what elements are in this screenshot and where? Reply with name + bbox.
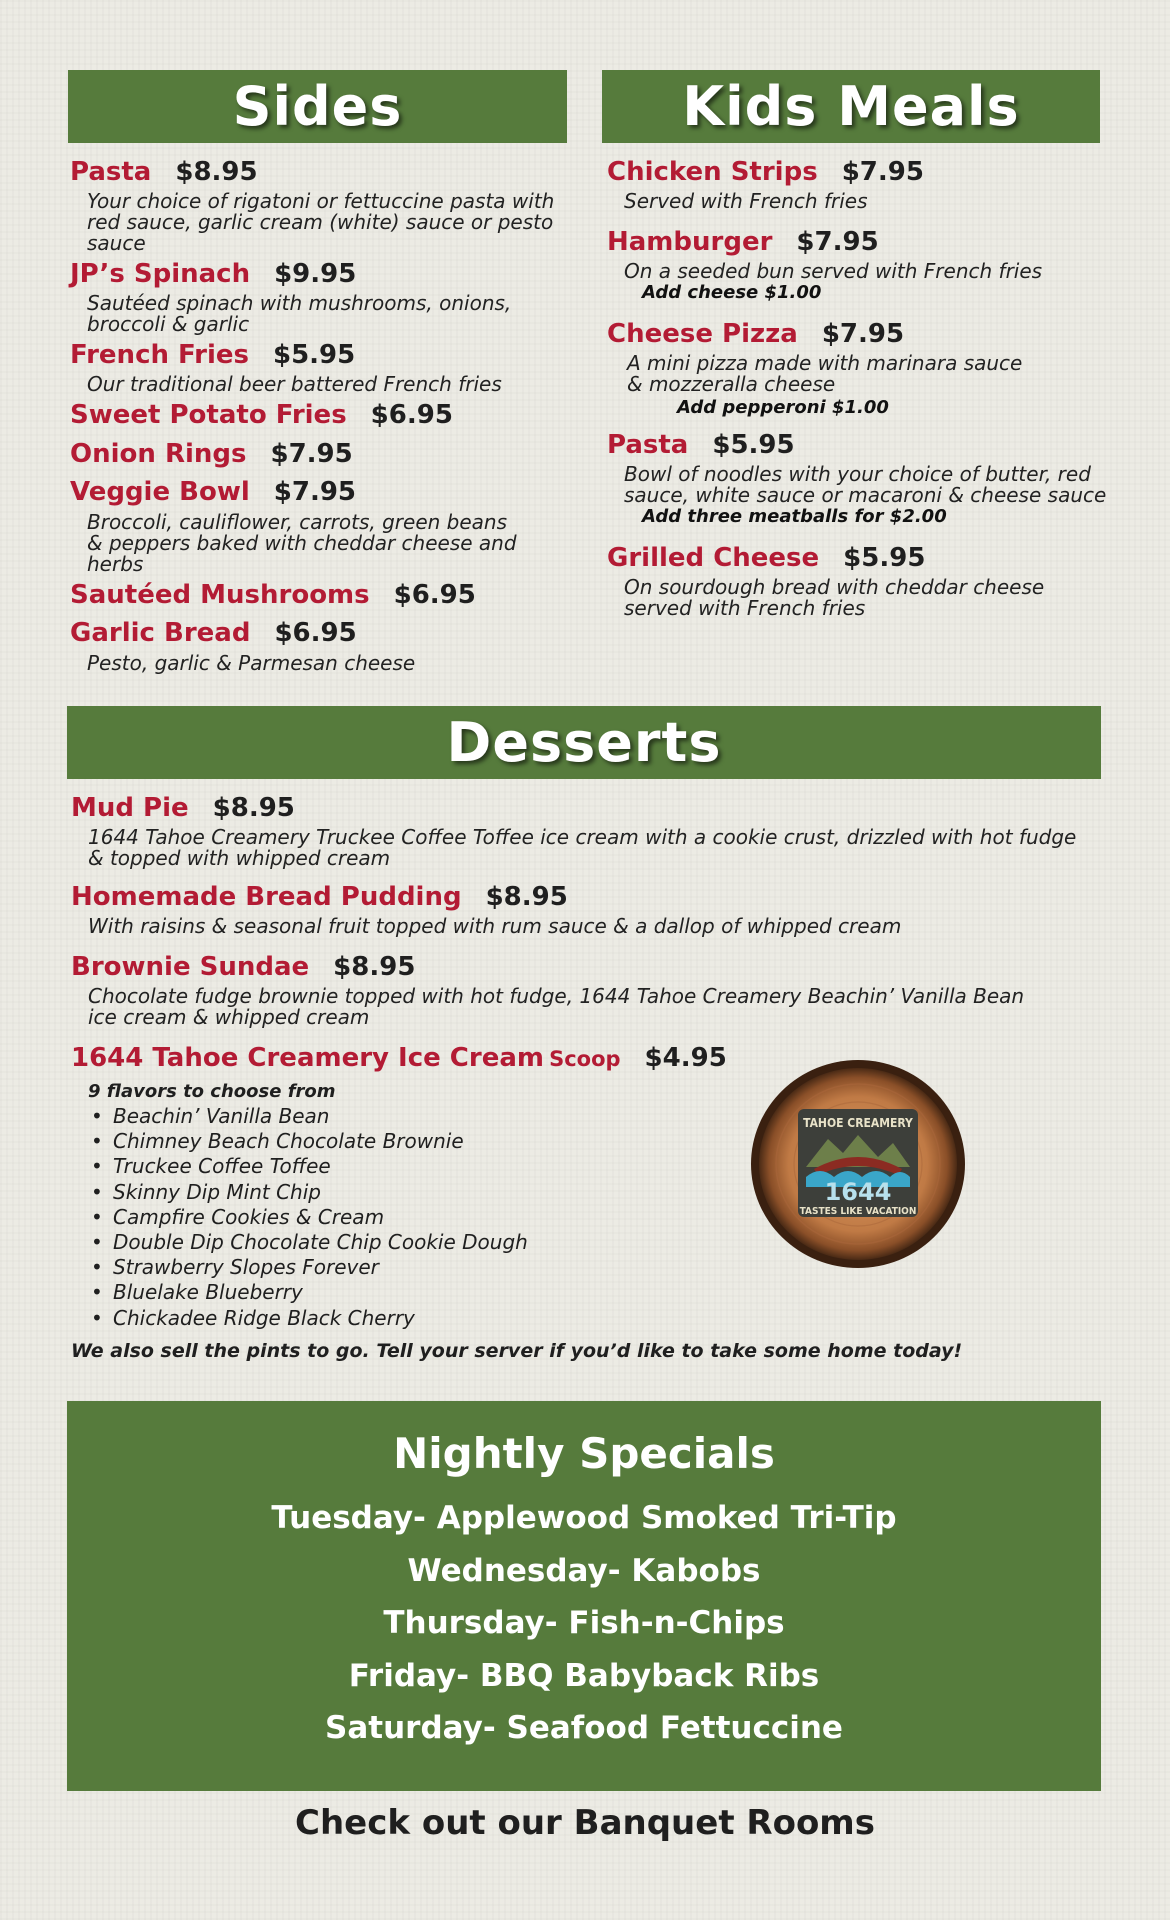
item-price: $7.95 xyxy=(273,477,357,507)
item-price: $6.95 xyxy=(274,618,357,648)
menu-item xyxy=(70,339,570,395)
bullet: • xyxy=(91,1104,103,1128)
item-description xyxy=(88,916,1091,937)
bullet: • xyxy=(91,1129,103,1154)
item-price: $8.95 xyxy=(212,793,295,823)
item-description xyxy=(87,653,570,674)
kids-meals-list xyxy=(607,156,1107,619)
desc-line: Our traditional beer battered French fries xyxy=(87,372,502,396)
item-price: $6.95 xyxy=(393,580,476,610)
flavor-name: Strawberry Slopes Forever xyxy=(113,1255,379,1280)
desc-line: & topped with whipped cream xyxy=(88,846,391,870)
bullet: • xyxy=(91,1255,103,1280)
menu-item xyxy=(70,436,570,475)
item-name: Mud Pie xyxy=(71,793,189,823)
item-price: $8.95 xyxy=(333,952,416,982)
flavor-name: Bluelake Blueberry xyxy=(113,1280,303,1305)
bullet: • xyxy=(91,1305,103,1330)
desc-line: 1644 Tahoe Creamery Truckee Coffee Toffee ice cream with a cookie crust, drizzled with hot fudge xyxy=(88,825,1077,849)
flavor-name: Chimney Beach Chocolate Brownie xyxy=(113,1129,464,1154)
desc-line: Chocolate fudge brownie topped with hot fudge, 1644 Tahoe Creamery Beachin’ Vanilla Bean xyxy=(88,984,1025,1008)
menu-item xyxy=(607,429,1107,528)
bullet: • xyxy=(91,1179,103,1204)
item-name: Garlic Bread xyxy=(70,618,251,648)
bullet: • xyxy=(91,1280,103,1305)
desc-line: herbs xyxy=(87,552,144,576)
menu-item xyxy=(607,318,1107,419)
logo-tagline: TASTES LIKE VACATION xyxy=(799,1206,917,1217)
item-price: $6.95 xyxy=(370,400,453,430)
desc-line: On a seeded bun served with French fries xyxy=(624,259,1043,283)
menu-item xyxy=(70,156,570,254)
nightly-specials-title: Nightly Specials xyxy=(393,1429,775,1478)
desc-line: Broccoli, cauliflower, carrots, green beans xyxy=(87,510,508,534)
item-description xyxy=(87,191,570,254)
desc-line: Your choice of rigatoni or fettuccine pasta with xyxy=(87,189,555,213)
logo-top-text: TAHOE CREAMERY xyxy=(803,1116,913,1130)
item-name: Cheese Pizza xyxy=(607,319,798,349)
bullet: • xyxy=(91,1154,103,1179)
flavor-name: Chickadee Ridge Black Cherry xyxy=(113,1305,415,1330)
special-item: Tuesday- Applewood Smoked Tri-Tip xyxy=(271,1500,897,1536)
sides-list xyxy=(70,156,570,674)
desc-line: & peppers baked with cheddar cheese and xyxy=(87,531,517,555)
desc-line: broccoli & garlic xyxy=(87,312,250,336)
sides-title: Sides xyxy=(232,75,403,138)
menu-item xyxy=(70,397,570,436)
item-description xyxy=(88,827,1091,869)
item-price: $8.95 xyxy=(175,157,258,187)
item-name: Homemade Bread Pudding xyxy=(71,882,462,912)
desc-line: served with French fries xyxy=(624,596,866,620)
item-price: $7.95 xyxy=(270,439,353,469)
desc-line: & mozzeralla cheese xyxy=(627,372,836,396)
pints-to-go-note: We also sell the pints to go. Tell your server if you’d like to take some home today! xyxy=(71,1339,963,1362)
kids-meals-title: Kids Meals xyxy=(682,75,1020,138)
flavor-name: Truckee Coffee Toffee xyxy=(113,1154,331,1179)
item-price: $4.95 xyxy=(644,1043,727,1073)
item-price: $5.95 xyxy=(843,543,926,573)
bullet: • xyxy=(91,1204,103,1229)
item-description xyxy=(624,191,1107,212)
item-description xyxy=(87,374,570,395)
desc-line: sauce xyxy=(87,231,146,255)
kids-meals-banner xyxy=(602,70,1100,143)
menu-item xyxy=(70,616,570,674)
desc-line: With raisins & seasonal fruit topped with rum sauce & a dallop of whipped cream xyxy=(88,914,902,938)
item-description xyxy=(87,293,570,335)
menu-item xyxy=(607,226,1107,304)
item-name: Pasta xyxy=(607,430,689,460)
nightly-specials-panel xyxy=(67,1401,1101,1791)
item-addon-note: Add cheese $1.00 xyxy=(642,282,822,303)
item-price: $5.95 xyxy=(712,430,795,460)
item-name-suffix: Scoop xyxy=(549,1047,621,1071)
menu-item xyxy=(70,475,570,575)
desc-line: Pesto, garlic & Parmesan cheese xyxy=(87,651,416,675)
special-item: Saturday- Seafood Fettuccine xyxy=(325,1710,843,1746)
item-name: Veggie Bowl xyxy=(70,477,250,507)
item-name: Sautéed Mushrooms xyxy=(70,580,370,610)
menu-item xyxy=(71,792,1091,869)
flavors-heading: 9 flavors to choose from xyxy=(88,1081,336,1102)
desc-line: red sauce, garlic cream (white) sauce or pesto xyxy=(87,210,554,234)
item-description xyxy=(624,464,1107,506)
desc-line: sauce, white sauce or macaroni & cheese sauce xyxy=(624,483,1107,507)
menu-item xyxy=(607,156,1107,212)
flavor-name: Double Dip Chocolate Chip Cookie Dough xyxy=(113,1230,528,1255)
desc-line: A mini pizza made with marinara sauce xyxy=(627,351,1023,375)
item-name: Chicken Strips xyxy=(607,157,818,187)
item-price: $5.95 xyxy=(272,340,356,370)
flavor-name: Skinny Dip Mint Chip xyxy=(113,1179,321,1204)
desc-line: Sautéed spinach with mushrooms, onions, xyxy=(87,291,512,315)
special-item: Friday- BBQ Babyback Ribs xyxy=(348,1657,820,1694)
desc-line: On sourdough bread with cheddar cheese xyxy=(624,575,1045,599)
item-price: $9.95 xyxy=(274,259,357,289)
list-item xyxy=(91,1280,1091,1305)
tahoe-creamery-logo xyxy=(748,1057,968,1271)
item-name: JP’s Spinach xyxy=(70,259,251,289)
item-price: $7.95 xyxy=(821,319,905,349)
item-price: $7.95 xyxy=(841,157,924,187)
item-name: French Fries xyxy=(70,340,249,370)
item-name: 1644 Tahoe Creamery Ice Cream xyxy=(71,1043,544,1073)
item-addon-note: Add pepperoni $1.00 xyxy=(677,397,889,418)
desserts-title: Desserts xyxy=(446,711,722,774)
item-description xyxy=(88,986,1091,1028)
desc-line: Served with French fries xyxy=(624,189,868,213)
desc-line: ice cream & whipped cream xyxy=(88,1005,370,1029)
item-name: Sweet Potato Fries xyxy=(70,400,347,430)
banquet-rooms-callout: Check out our Banquet Rooms xyxy=(295,1803,875,1843)
menu-item xyxy=(70,258,570,335)
special-item: Thursday- Fish-n-Chips xyxy=(383,1605,785,1641)
bullet: • xyxy=(91,1230,103,1255)
item-name: Pasta xyxy=(70,157,152,187)
menu-item xyxy=(71,881,1091,937)
logo-number: 1644 xyxy=(824,1178,892,1206)
item-price: $7.95 xyxy=(796,227,879,257)
list-item xyxy=(91,1306,1091,1331)
flavor-name: Beachin’ Vanilla Bean xyxy=(113,1104,330,1128)
sides-banner xyxy=(68,70,567,143)
item-name: Grilled Cheese xyxy=(607,543,820,573)
item-description xyxy=(624,577,1107,619)
menu-item xyxy=(70,577,570,616)
flavor-name: Campfire Cookies & Cream xyxy=(113,1204,385,1229)
menu-item xyxy=(71,951,1091,1028)
item-description xyxy=(87,512,570,575)
item-price: $8.95 xyxy=(485,882,568,912)
item-name: Onion Rings xyxy=(70,439,247,469)
special-item: Wednesday- Kabobs xyxy=(407,1552,761,1589)
item-name: Brownie Sundae xyxy=(71,952,310,982)
item-addon-note: Add three meatballs for $2.00 xyxy=(642,506,947,527)
menu-item xyxy=(607,542,1107,619)
desc-line: Bowl of noodles with your choice of butter, red xyxy=(624,462,1091,486)
item-name: Hamburger xyxy=(607,227,773,257)
desserts-banner xyxy=(67,706,1101,779)
item-description xyxy=(624,261,1107,282)
item-description xyxy=(627,353,1107,395)
